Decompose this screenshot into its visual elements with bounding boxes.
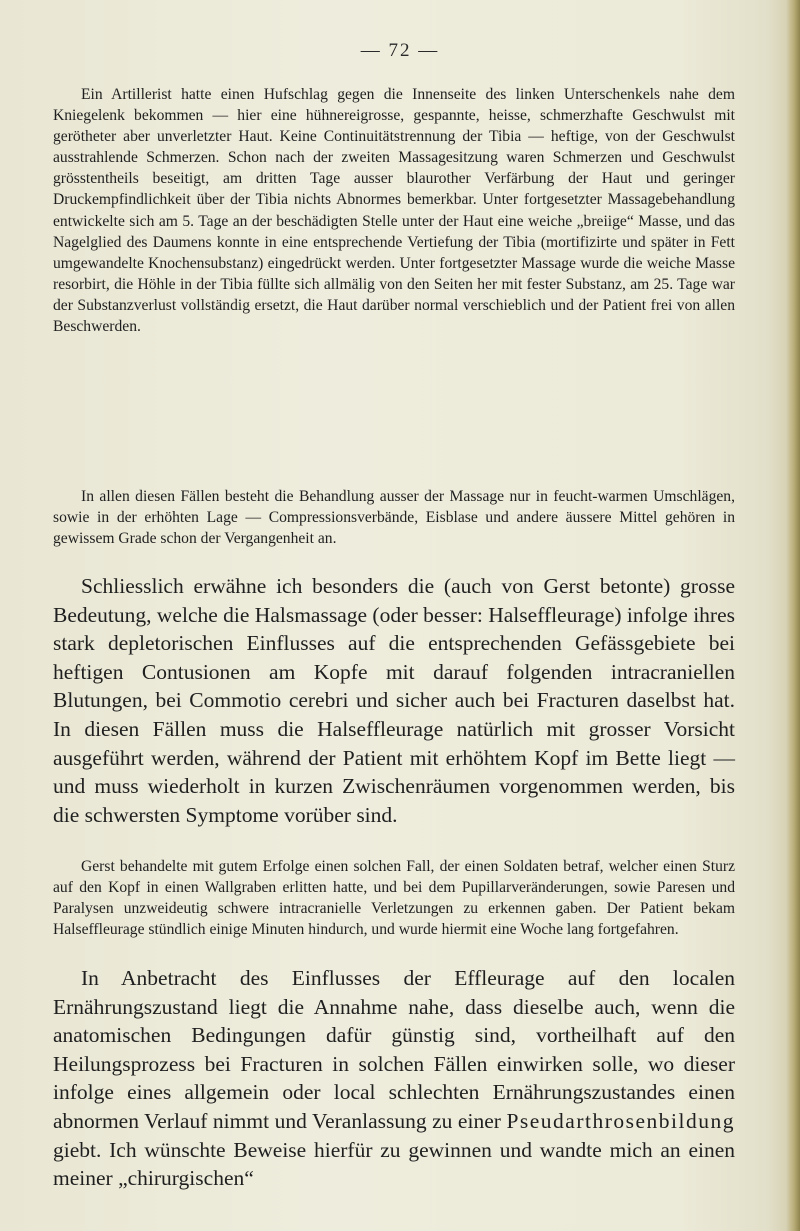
page-number: — 72 — — [360, 40, 440, 61]
term-pseudarthrosenbildung: Pseudarthrosenbildung — [506, 1108, 735, 1133]
paragraph-text-part-1: In Anbetracht des Einflusses der Effleurage auf den localen Ernährungszustand liegt die Annahme nahe, dass dieselbe auch, wenn die anatomischen Bedingungen dafür günstig sind, vortheilhaft auf den Heilungsprozess bei Fracturen in solchen Fällen einwirken solle, wo dieser infolge eines allgemein oder local schlechten Ernährungszustandes einen abnormen Verlauf nimmt und Veranlassung zu einer — [53, 966, 735, 1133]
paragraph-gerst-case: Gerst behandelte mit gutem Erfolge einen solchen Fall, der einen Soldaten betraf, welcher einen Sturz auf den Kopf in einen Wallgraben erlitten hatte, und bei dem Pupillarveränderungen, sowie Paresen und Paralysen unzweideutig schwere intracranielle Verletzungen zu erkennen gaben. Der Patient bekam Halseffleurage stündlich einige Minuten hindurch, und wurde hiermit eine Woche lang fortgefahren. — [53, 858, 735, 939]
paragraph-case-report-artillerist: Ein Artillerist hatte einen Hufschlag gegen die Innenseite des linken Unterschenkels nahe dem Kniegelenk bekommen — hier eine hühnereigrosse, gespannte, heisse, schmerzhafte Geschwulst mit gerötheter aber unverletzter Haut. Keine Continuitätstrennung der Tibia — heftige, von der Geschwulst ausstrahlende Schmerzen. Schon nach der zweiten Massagesitzung waren Schmerzen und Geschwulst grösstentheils beseitigt, am dritten Tage ausser blaurother Verfärbung der Haut und geringer Druckempfindlichkeit über der Tibia nichts Abnormes bemerkbar. Unter fortgesetzter Massagebehandlung entwickelte sich am 5. Tage an der beschädigten Stelle unter der Haut eine weiche „breiige“ Masse, und das Nagelglied des Daumens konnte in eine entsprechende Vertiefung der Tibia (mortifizirte und später in Fett umgewandelte Knochensubstanz) eingedrückt werden. Unter fortgesetzter Massage wurde die weiche Masse resorbirt, die Höhle in der Tibia füllte sich allmälig von den Seiten her mit fester Substanz, am 25. Tage war der Substanzverlust vollständig ersetzt, die Haut darüber normal verschieblich und der Patient frei von allen Beschwerden. — [53, 86, 735, 336]
page-edge-shading — [786, 0, 800, 1231]
paragraph-neck-massage: Schliesslich erwähne ich besonders die (auch von Gerst betonte) grosse Bedeutung, welche die Halsmassage (oder besser: Halseffleurage) infolge ihres stark depletorischen Einflusses auf die entsprechenden Gefässgebiete bei heftigen Contusionen am Kopfe mit darauf folgenden intracraniellen Blutungen, bei Commotio cerebri und sicher auch bei Fracturen daselbst hat. In diesen Fällen muss die Halseffleurage natürlich mit grosser Vorsicht ausgeführt werden, während der Patient mit erhöhtem Kopf im Bette liegt — und muss wiederholt in kurzen Zwischenräumen vorgenommen werden, bis die schwersten Symptome vorüber sind. — [53, 574, 735, 827]
paragraph-effleurage-fractures — [53, 964, 735, 1193]
paragraph-treatment-summary: In allen diesen Fällen besteht die Behandlung ausser der Massage nur in feucht-warmen Umschlägen, sowie in der erhöhten Lage — Compressionsverbände, Eisblase und andere äussere Mittel gehören in gewissem Grade schon der Vergangenheit an. — [53, 488, 735, 548]
paragraph-text-part-2: giebt. Ich wünschte Beweise hierfür zu gewinnen und wandte mich an einen meiner „chirurgischen“ — [53, 1137, 735, 1191]
